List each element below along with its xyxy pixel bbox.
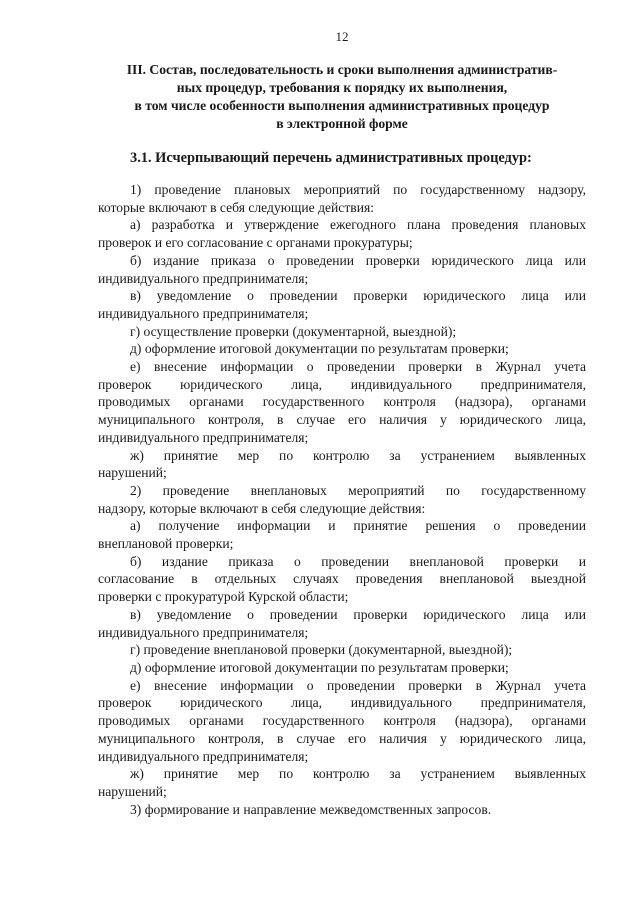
paragraph	[98, 287, 586, 322]
paragraph-line: проводимых органами государственного контроля (надзора), органами	[98, 713, 586, 729]
paragraph-line: д) оформление итоговой документации по результатам проверки;	[130, 341, 509, 357]
paragraph-line: согласование в отдельных случаях проведения внеплановой выездной	[98, 571, 586, 587]
paragraph	[98, 801, 586, 819]
paragraph-line: ж) принятие мер по контролю за устранением выявленных	[130, 766, 586, 782]
section-title-line: ных процедур, требования к порядку их выполнения,	[176, 80, 508, 95]
subsection-title: 3.1. Исчерпывающий перечень административных процедур:	[130, 150, 532, 166]
paragraph-line: проверок юридического лица, индивидуального предпринимателя,	[98, 376, 586, 392]
paragraph-line: г) осуществление проверки (документарной, выездной);	[130, 323, 457, 339]
paragraph-line: индивидуального предпринимателя;	[98, 748, 309, 764]
paragraph-line: которые включают в себя следующие действия:	[98, 199, 374, 215]
paragraph-line: е) внесение информации о проведении проверки в Журнал учета	[130, 359, 586, 375]
paragraph	[98, 606, 586, 641]
section-title-line: в электронной форме	[276, 116, 408, 131]
paragraph-line: проводимых органами государственного контроля (надзора), органами	[98, 394, 586, 410]
paragraph	[98, 252, 586, 287]
paragraph	[98, 677, 586, 766]
paragraph-line: е) внесение информации о проведении проверки в Журнал учета	[130, 677, 586, 693]
paragraph-line: индивидуального предпринимателя;	[98, 270, 309, 286]
page-number: 12	[335, 29, 349, 44]
paragraph-line: муниципального контроля, в случае его наличия у юридического лица,	[98, 412, 586, 428]
paragraph-line: 3) формирование и направление межведомственных запросов.	[130, 801, 492, 817]
paragraph	[98, 323, 586, 341]
paragraph-line: внеплановой проверки;	[98, 536, 234, 552]
paragraph-line: 1) проведение плановых мероприятий по государственному надзору,	[130, 182, 586, 197]
paragraph-line: нарушений;	[98, 783, 167, 799]
paragraph-line: б) издание приказа о проведении проверки юридического лица или	[130, 252, 586, 268]
paragraph	[98, 447, 586, 482]
paragraph	[98, 340, 586, 358]
paragraph-line: индивидуального предпринимателя;	[98, 305, 309, 321]
paragraph-line: в) уведомление о проведении проверки юридического лица или	[130, 288, 586, 304]
paragraph	[98, 358, 586, 447]
paragraph	[98, 181, 586, 216]
paragraph	[98, 553, 586, 606]
paragraph-line: проверок юридического лица, индивидуального предпринимателя,	[98, 695, 586, 711]
paragraph	[98, 641, 586, 659]
paragraph-line: а) получение информации и принятие решения о проведении	[130, 518, 586, 534]
paragraph-line: 2) проведение внеплановых мероприятий по государственному	[130, 482, 586, 498]
paragraph-line: проверки с прокуратурой Курской области;	[98, 589, 349, 605]
paragraph-line: надзору, которые включают в себя следующие действия:	[98, 500, 426, 516]
paragraph-line: проверок и его согласование с органами прокуратуры;	[98, 235, 413, 251]
paragraph-line: в) уведомление о проведении проверки юридического лица или	[130, 606, 586, 622]
paragraph-line: б) издание приказа о проведении внеплановой проверки и	[130, 553, 586, 569]
section-title-line: в том числе особенности выполнения административных процедур	[134, 98, 550, 113]
section-title	[98, 61, 586, 133]
paragraph-line: индивидуального предпринимателя;	[98, 624, 309, 640]
paragraph	[98, 216, 586, 251]
paragraph	[98, 659, 586, 677]
paragraph-line: а) разработка и утверждение ежегодного плана проведения плановых	[130, 217, 586, 233]
document-body	[98, 181, 586, 818]
paragraph-line: муниципального контроля, в случае его наличия у юридического лица,	[98, 730, 586, 746]
section-title-line: III. Состав, последовательность и сроки выполнения административ-	[126, 62, 558, 77]
paragraph-line: индивидуального предпринимателя;	[98, 429, 309, 445]
paragraph	[98, 482, 586, 517]
paragraph	[98, 517, 586, 552]
paragraph-line: г) проведение внеплановой проверки (документарной, выездной);	[130, 642, 513, 658]
paragraph-line: ж) принятие мер по контролю за устранением выявленных	[130, 447, 586, 463]
paragraph-line: д) оформление итоговой документации по результатам проверки;	[130, 659, 509, 675]
paragraph	[98, 765, 586, 800]
paragraph-line: нарушений;	[98, 465, 167, 481]
